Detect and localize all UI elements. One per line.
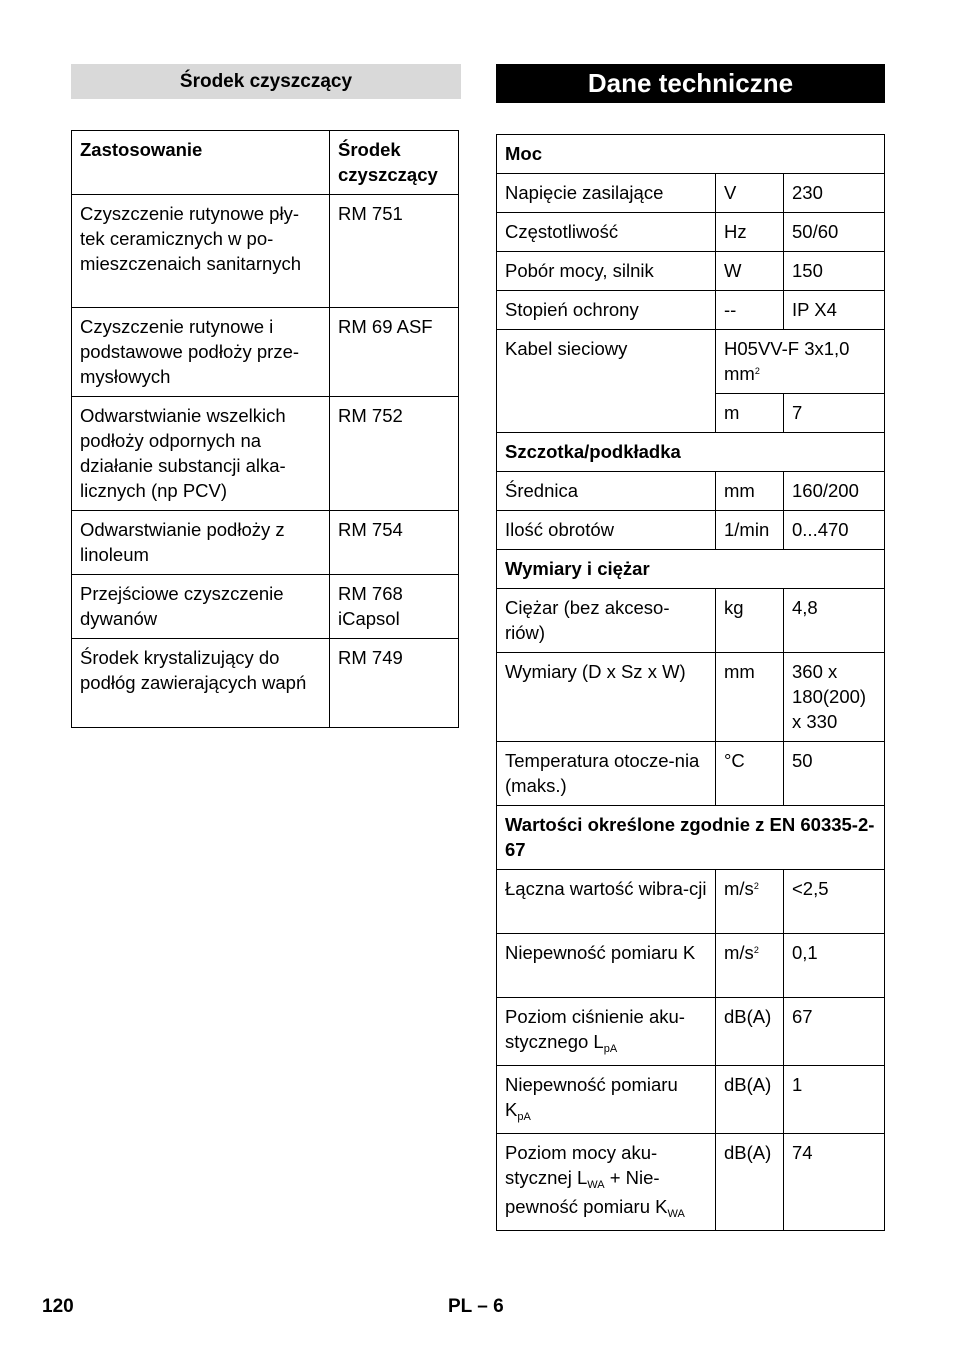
spec-label: Wymiary (D x Sz x W) — [497, 653, 716, 742]
table-row — [497, 174, 885, 213]
table-row — [497, 653, 885, 742]
language-code: PL — [448, 1296, 472, 1317]
spec-label: Niepewność pomiaru K — [497, 934, 716, 998]
table-row — [72, 397, 459, 511]
spec-unit: dB(A) — [716, 998, 784, 1066]
spec-label — [497, 998, 716, 1066]
spec-label: Ciężar (bez akceso-riów) — [497, 589, 716, 653]
label-text: Poziom mocy aku-stycznej L — [505, 1142, 658, 1188]
spec-value: 74 — [784, 1134, 885, 1231]
spec-label: Stopień ochrony — [497, 291, 716, 330]
table-row — [497, 472, 885, 511]
spec-label: Średnica — [497, 472, 716, 511]
section-title-cleaning-agent: Środek czyszczący — [71, 64, 461, 99]
table-row — [72, 195, 459, 308]
spec-value: 0,1 — [784, 934, 885, 998]
footer-language-page — [448, 1296, 504, 1318]
cleaning-agent-table — [71, 130, 459, 728]
spec-value: 360 x 180(200) x 330 — [784, 653, 885, 742]
agent-cell: RM 752 — [330, 397, 459, 511]
spec-label: Temperatura otocze-nia (maks.) — [497, 742, 716, 806]
spec-value: 230 — [784, 174, 885, 213]
section-title-technical-data: Dane techniczne — [496, 64, 885, 103]
spec-label — [497, 1134, 716, 1231]
agent-cell: RM 768 iCapsol — [330, 575, 459, 639]
group-heading: Moc — [497, 135, 885, 174]
unit-text: m/s — [724, 878, 754, 899]
table-row — [497, 1066, 885, 1134]
table-row — [497, 742, 885, 806]
spec-label: Pobór mocy, silnik — [497, 252, 716, 291]
spec-unit — [716, 870, 784, 934]
spec-unit: -- — [716, 291, 784, 330]
table-header-row — [72, 131, 459, 195]
table-row — [497, 1134, 885, 1231]
column-header-application: Zastosowanie — [72, 131, 330, 195]
spec-unit: W — [716, 252, 784, 291]
agent-cell: RM 751 — [330, 195, 459, 308]
spec-label: Łączna wartość wibra-cji — [497, 870, 716, 934]
table-row — [497, 291, 885, 330]
agent-cell: RM 69 ASF — [330, 308, 459, 397]
unit-superscript: 2 — [753, 881, 759, 891]
table-row — [72, 308, 459, 397]
spec-unit: °C — [716, 742, 784, 806]
label-subscript: WA — [667, 1208, 685, 1220]
cable-spec-text: H05VV-F 3x1,0 mm — [724, 338, 850, 384]
table-row — [72, 511, 459, 575]
spec-value: 1 — [784, 1066, 885, 1134]
group-heading: Szczotka/podkładka — [497, 433, 885, 472]
unit-text: m/s — [724, 942, 754, 963]
group-row-power — [497, 135, 885, 174]
agent-cell: RM 749 — [330, 639, 459, 728]
spec-unit — [716, 934, 784, 998]
agent-cell: RM 754 — [330, 511, 459, 575]
table-row — [497, 213, 885, 252]
spec-unit: m — [716, 394, 784, 433]
cable-spec — [716, 330, 885, 394]
spec-value: 0...470 — [784, 511, 885, 550]
spec-label: Napięcie zasilające — [497, 174, 716, 213]
cable-spec-superscript: 2 — [754, 366, 760, 376]
group-row-brush — [497, 433, 885, 472]
application-cell: Czyszczenie rutynowe pły-tek ceramicznych w po-mieszczenaich sanitarnych — [72, 195, 330, 308]
table-row — [72, 575, 459, 639]
table-row — [497, 934, 885, 998]
spec-label: Ilość obrotów — [497, 511, 716, 550]
table-row — [497, 589, 885, 653]
table-row — [497, 998, 885, 1066]
section-page-ref: – 6 — [477, 1296, 504, 1317]
technical-data-table — [496, 134, 885, 1231]
spec-unit: mm — [716, 472, 784, 511]
spec-unit: mm — [716, 653, 784, 742]
spec-label: Częstotliwość — [497, 213, 716, 252]
spec-unit: Hz — [716, 213, 784, 252]
group-row-dimensions — [497, 550, 885, 589]
spec-unit: V — [716, 174, 784, 213]
application-cell: Odwarstwianie wszelkich podłoży odpornych na działanie substancji alka-licznych (np PCV) — [72, 397, 330, 511]
label-subscript: pA — [603, 1043, 618, 1055]
spec-value: 50 — [784, 742, 885, 806]
table-row — [497, 252, 885, 291]
spec-value: 4,8 — [784, 589, 885, 653]
label-text: Niepewność pomiaru K — [505, 1074, 678, 1120]
spec-unit: dB(A) — [716, 1134, 784, 1231]
spec-value: 7 — [784, 394, 885, 433]
unit-superscript: 2 — [753, 945, 759, 955]
spec-value: <2,5 — [784, 870, 885, 934]
table-row — [497, 511, 885, 550]
page-number: 120 — [42, 1296, 74, 1317]
application-cell: Przejściowe czyszczenie dywanów — [72, 575, 330, 639]
label-text: Poziom ciśnienie aku-stycznego L — [505, 1006, 685, 1052]
group-row-measured-values — [497, 806, 885, 870]
group-heading: Wartości określone zgodnie z EN 60335-2-67 — [497, 806, 885, 870]
spec-unit: kg — [716, 589, 784, 653]
application-cell: Środek krystalizujący do podłóg zawierających wapń — [72, 639, 330, 728]
spec-value: IP X4 — [784, 291, 885, 330]
spec-label — [497, 1066, 716, 1134]
spec-unit: dB(A) — [716, 1066, 784, 1134]
spec-value: 67 — [784, 998, 885, 1066]
table-row — [497, 870, 885, 934]
spec-value: 50/60 — [784, 213, 885, 252]
table-row — [497, 330, 885, 394]
label-subscript: pA — [517, 1111, 531, 1123]
label-text: + Nie-pewność pomiaru K — [505, 1167, 668, 1217]
spec-unit: 1/min — [716, 511, 784, 550]
spec-value: 160/200 — [784, 472, 885, 511]
spec-value: 150 — [784, 252, 885, 291]
column-header-agent: Środek czyszczący — [330, 131, 459, 195]
spec-label: Kabel sieciowy — [497, 330, 716, 433]
application-cell: Czyszczenie rutynowe i podstawowe podłoży prze-mysłowych — [72, 308, 330, 397]
label-subscript: WA — [587, 1179, 605, 1191]
application-cell: Odwarstwianie podłoży z linoleum — [72, 511, 330, 575]
group-heading: Wymiary i ciężar — [497, 550, 885, 589]
table-row — [72, 639, 459, 728]
